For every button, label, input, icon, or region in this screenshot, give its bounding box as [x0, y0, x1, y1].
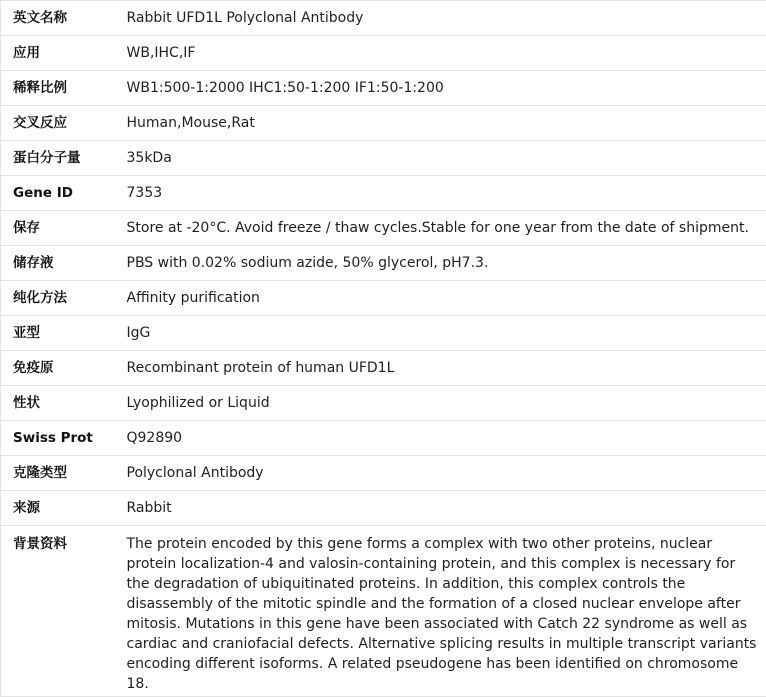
spec-row-dilution: [1, 71, 766, 106]
spec-value: Rabbit: [116, 491, 766, 526]
spec-label: 储存液: [1, 246, 116, 281]
spec-row-english-name: [1, 1, 766, 36]
spec-label: 蛋白分子量: [1, 141, 116, 176]
spec-label: 英文名称: [1, 1, 116, 36]
spec-label: 应用: [1, 36, 116, 71]
spec-value: PBS with 0.02% sodium azide, 50% glycerol, pH7.3.: [116, 246, 766, 281]
spec-row-gene-id: [1, 176, 766, 211]
spec-row-form: [1, 386, 766, 421]
spec-value: 35kDa: [116, 141, 766, 176]
spec-value: Q92890: [116, 421, 766, 456]
spec-row-swiss-prot: [1, 421, 766, 456]
spec-label: 背景资料: [1, 526, 116, 697]
spec-label: 免疫原: [1, 351, 116, 386]
spec-row-host: [1, 491, 766, 526]
spec-value: Affinity purification: [116, 281, 766, 316]
spec-row-clonality: [1, 456, 766, 491]
spec-label: 克隆类型: [1, 456, 116, 491]
spec-label: 交叉反应: [1, 106, 116, 141]
spec-value: 7353: [116, 176, 766, 211]
spec-row-isotype: [1, 316, 766, 351]
spec-label: 亚型: [1, 316, 116, 351]
spec-row-reactivity: [1, 106, 766, 141]
background-paragraph: The protein encoded by this gene forms a complex with two other proteins, nuclear protein localization-4 and valosin-containing protein, and this complex is necessary for the degradation of ubiquitinated proteins. In addition, this complex controls the disassembly of the mitotic spindle and the formation of a closed nuclear envelope after mitosis. Mutations in this gene have been associated with Catch 22 syndrome as well as cardiac and craniofacial defects. Alternative splicing results in multiple transcript variants encoding different isoforms. A related pseudogene has been identified on chromosome 18.: [116, 526, 766, 697]
spec-label: 性状: [1, 386, 116, 421]
spec-label: 保存: [1, 211, 116, 246]
spec-row-storage: [1, 211, 766, 246]
spec-label: 稀释比例: [1, 71, 116, 106]
spec-value: Store at -20°C. Avoid freeze / thaw cycles.Stable for one year from the date of shipment.: [116, 211, 766, 246]
spec-value: WB,IHC,IF: [116, 36, 766, 71]
spec-label: 来源: [1, 491, 116, 526]
spec-row-purification: [1, 281, 766, 316]
spec-value: Rabbit UFD1L Polyclonal Antibody: [116, 1, 766, 36]
spec-value: Lyophilized or Liquid: [116, 386, 766, 421]
spec-value: WB1:500-1:2000 IHC1:50-1:200 IF1:50-1:200: [116, 71, 766, 106]
spec-label: 纯化方法: [1, 281, 116, 316]
spec-row-application: [1, 36, 766, 71]
spec-value: Human,Mouse,Rat: [116, 106, 766, 141]
spec-label: Swiss Prot: [1, 421, 116, 456]
spec-row-buffer: [1, 246, 766, 281]
spec-value: IgG: [116, 316, 766, 351]
spec-row-molecular-weight: [1, 141, 766, 176]
spec-row-background: [1, 526, 766, 697]
spec-label: Gene ID: [1, 176, 116, 211]
spec-row-immunogen: [1, 351, 766, 386]
spec-value: Recombinant protein of human UFD1L: [116, 351, 766, 386]
spec-value: Polyclonal Antibody: [116, 456, 766, 491]
